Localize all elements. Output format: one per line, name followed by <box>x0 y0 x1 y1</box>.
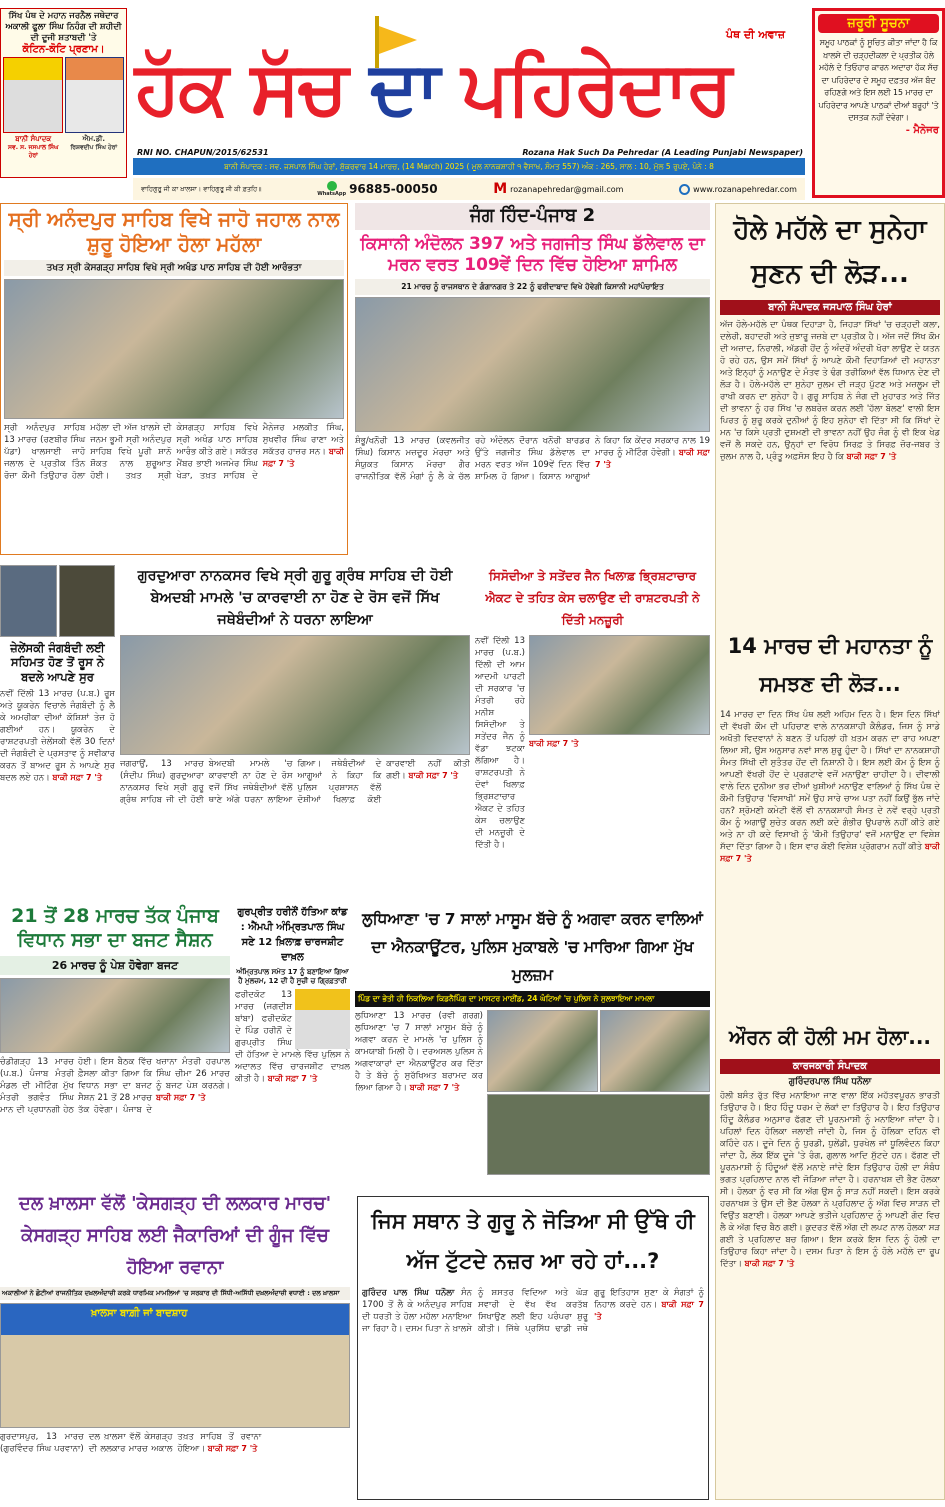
role-founder: ਬਾਨੀ ਸੰਪਾਦਕ <box>15 135 52 143</box>
story-budget <box>0 905 230 1180</box>
headline: ਸਿਸੋਦੀਆ ਤੇ ਸਤੇਂਦਰ ਜੈਨ ਖਿਲਾਫ਼ ਭ੍ਰਿਸ਼ਟਾਚਾਰ ਐਕਟ ਦੇ ਤਹਿਤ ਕੇਸ ਚਲਾਉਣ ਦੀ ਰਾਸ਼ਟਰਪਤੀ ਨੇ ਦਿੱਤੀ ਮਨਜ਼ੂਰੀ <box>485 569 700 627</box>
photo-dharna <box>120 635 470 755</box>
story-russia <box>0 565 115 900</box>
phone[interactable] <box>317 181 437 197</box>
story-gurpreet <box>235 905 350 1180</box>
phone-number: 96885-00050 <box>349 182 438 196</box>
continued-link[interactable]: ਬਾਕੀ ਸਫ਼ਾ 7 'ਤੇ <box>409 1083 460 1092</box>
continued-link[interactable]: ਬਾਕੀ ਸਫ਼ਾ 7 'ਤੇ <box>720 842 940 863</box>
story-dal-khalsa <box>0 1188 350 1500</box>
continued-link[interactable]: ਬਾਕੀ ਸਫ਼ਾ 7 'ਤੇ <box>262 447 344 468</box>
editorial-byline-3: ਗੁਰਿੰਦਰਪਾਲ ਸਿੰਘ ਧਨੌਲਾ <box>788 1077 872 1087</box>
left-ad-text: ਸਿੱਖ ਪੰਥ ਦੇ ਮਹਾਨ ਜਰਨੈਲ ਜਥੇਦਾਰ ਅਕਾਲੀ ਫੂਲਾ ਸਿੰਘ ਨਿਹੰਗ ਦੀ ਸ਼ਹੀਦੀ ਦੀ ਦੂਜੀ ਸ਼ਤਾਬਦੀ 'ਤੇ <box>5 11 122 43</box>
headline: ਜ਼ੇਲੇਂਸਕੀ ਜੰਗਬੰਦੀ ਲਈ ਸਹਿਮਤ ਹੋਣ ਤੋਂ ਰੂਸ ਨੇ ਬਦਲੇ ਆਪਣੇ ਸੁਰ <box>10 641 105 684</box>
role-md: ਐਮ.ਡੀ. <box>82 135 106 143</box>
photo-putin <box>0 565 57 637</box>
notice-body: ਸਮੂਹ ਪਾਠਕਾਂ ਨੂੰ ਸੂਚਿਤ ਕੀਤਾ ਜਾਂਦਾ ਹੈ ਕਿ ਖ਼ਾਲਸੇ ਦੀ ਚੜ੍ਹਦੀਕਲਾ ਦੇ ਪ੍ਰਤੀਕ ਹੋਲੇ ਮਹੱਲੇ ਦੇ ਤਿਓਹਾਰ ਕਾਰਨ ਅਦਾਰਾ ਹੱਕ ਸੱਚ ਦਾ ਪਹਿਰੇਦਾਰ ਦੇ ਸਮੂਹ ਦਫ਼ਤਰ ਅੱਜ ਬੰਦ ਰਹਿਣਗੇ ਅਤੇ ਇਸ ਲਈ 15 ਮਾਰਚ ਦਾ ਪਹਿਰੇਦਾਰ ਆਪਣੇ ਪਾਠਕਾਂ ਦੀਆਂ ਬਰੂਹਾਂ 'ਤੇ ਦਸਤਕ ਨਹੀਂ ਦੇਵੇਗਾ। <box>818 38 939 122</box>
editorial-headline: ਹੋਲੇ ਮਹੱਲੇ ਦਾ ਸੁਨੇਹਾ ਸੁਣਨ ਦੀ ਲੋੜ... <box>733 215 927 289</box>
title-part-da: ਦਾ <box>369 45 438 131</box>
byline: ਗੁਰਿੰਦਰ ਪਾਲ ਸਿੰਘ ਧਨੌਲਾ <box>362 1288 455 1298</box>
website[interactable] <box>679 184 797 195</box>
english-name: Rozana Hak Such Da Pehredar (A Leading Punjabi Newspaper) <box>522 148 803 157</box>
paper-title <box>135 38 805 138</box>
subheadline: 21 ਮਾਰਚ ਨੂੰ ਰਾਜਸਥਾਨ ਦੇ ਗੰਗਾਨਗਰ ਤੇ 22 ਨੂੰ ਫਰੀਦਾਬਾਦ ਵਿਖੇ ਹੋਵੇਗੀ ਕਿਸਾਨੀ ਮਹਾਂਪੰਚਾਇਤ <box>355 279 710 295</box>
photo-child <box>487 1010 598 1092</box>
portrait-md <box>65 57 125 133</box>
headline: ਜਿਸ ਸਥਾਨ ਤੇ ਗੁਰੂ ਨੇ ਜੋੜਿਆ ਸੀ ਉੱਥੇ ਹੀ ਅੱਜ ਟੁੱਟਦੇ ਨਜ਼ਰ ਆ ਰਹੇ ਹਾਂ...? <box>371 1209 695 1273</box>
story-jis-sthan <box>357 1196 709 1500</box>
story-anandpur <box>0 203 348 555</box>
continued-link[interactable]: ਬਾਕੀ ਸਫ਼ਾ 7 'ਤੇ <box>594 1300 704 1321</box>
photo-dallewal <box>355 297 710 432</box>
story-kisan <box>355 203 710 555</box>
dateline-bar: ਬਾਨੀ ਸੰਪਾਦਕ : ਸਵ. ਜਸਪਾਲ ਸਿੰਘ ਹੇਰਾਂ, ਸ਼ੁੱਕਰਵਾਰ 14 ਮਾਰਚ, (14 March) 2025 ( ਮੂਲ ਨਾਨਕਸ਼ਾਹੀ ੧ ਵੈਸਾਖ, ਸੰਮਤ 557) ਅੰਕ : 265, ਸਾਲ : 10, ਮੁੱਲ 5 ਰੁਪਏ, ਪੰਨੇ : 8 <box>133 158 805 175</box>
masthead <box>135 8 805 178</box>
body-text: ਚੰਡੀਗੜ੍ਹ 13 ਮਾਰਚ (ਪ.ਬ.) ਪੰਜਾਬ ਮੰਤਰੀ ਮੰਡਲ ਦੀ ਮੀਟਿੰਗ ਮੁੱਖ ਮੰਤਰੀ ਭਗਵੰਤ ਸਿੰਘ ਮਾਨ ਦੀ ਪ੍ਰਧਾਨਗੀ ਹੇਠ ਹੋਈ। ਇਸ ਬੈਠਕ ਵਿੱਚ ਫ਼ੈਸਲਾ ਕੀਤਾ ਗਿਆ ਕਿ ਵਿਧਾਨ ਸਭਾ ਦਾ ਬਜਟ ਸੈਸ਼ਨ 21 ਤੋਂ 28 ਮਾਰਚ ਤੱਕ ਹੋਵੇਗਾ। ਪੰਜਾਬ ਦੇ ਖਜ਼ਾਨਾ ਮੰਤਰੀ ਹਰਪਾਲ ਸਿੰਘ ਚੀਮਾ 26 ਮਾਰਚ ਨੂੰ ਬਜਟ ਪੇਸ਼ ਕਰਨਗੇ। <box>0 1057 230 1116</box>
editorial-headline-2: 14 ਮਾਰਚ ਦੀ ਮਹਾਨਤਾ ਨੂੰ ਸਮਝਣ ਦੀ ਲੋੜ... <box>727 634 933 696</box>
headline: ਗੁਰਦੁਆਰਾ ਨਾਨਕਸਰ ਵਿਖੇ ਸ੍ਰੀ ਗੁਰੂ ਗ੍ਰੰਥ ਸਾਹਿਬ ਦੀ ਹੋਈ ਬੇਅਦਬੀ ਮਾਮਲੇ 'ਚ ਕਾਰਵਾਈ ਨਾ ਹੋਣ ਦੇ ਰੋਸ ਵਜੋਂ ਸਿੱਖ ਜਥੇਬੰਦੀਆਂ ਨੇ ਧਰਨਾ ਲਾਇਆ <box>137 568 453 628</box>
story-nanaksar <box>120 565 470 900</box>
left-ad-box <box>0 8 127 178</box>
body-text: ਨਵੀਂ ਦਿੱਲੀ 13 ਮਾਰਚ (ਪ.ਬ.) ਦਿੱਲੀ ਦੀ ਆਮ ਆਦਮੀ ਪਾਰਟੀ ਦੀ ਸਰਕਾਰ 'ਚ ਮੰਤਰੀ ਰਹੇ ਮਨੀਸ਼ ਸਿਸੋਦੀਆ ਤੇ ਸਤੇਂਦਰ ਜੈਨ ਨੂੰ ਵੱਡਾ ਝਟਕਾ ਲੱਗਿਆ ਹੈ। ਰਾਸ਼ਟਰਪਤੀ ਨੇ ਦੋਵਾਂ ਖਿਲਾਫ਼ ਭ੍ਰਿਸ਼ਟਾਚਾਰ ਐਕਟ ਦੇ ਤਹਿਤ ਕੇਸ ਚਲਾਉਣ ਦੀ ਮਨਜ਼ੂਰੀ ਦੇ ਦਿੱਤੀ ਹੈ। <box>475 636 525 850</box>
editorial-byline: ਬਾਨੀ ਸੰਪਾਦਕ ਜਸਪਾਲ ਸਿੰਘ ਹੇਰਾਂ <box>720 300 940 315</box>
headline: 21 ਤੋਂ 28 ਮਾਰਚ ਤੱਕ ਪੰਜਾਬ ਵਿਧਾਨ ਸਭਾ ਦਾ ਬਜਟ ਸੈਸ਼ਨ <box>11 905 219 951</box>
notice-title: ਜ਼ਰੂਰੀ ਸੂਚਨਾ <box>818 14 939 33</box>
website-url: www.rozanapehredar.com <box>693 184 797 194</box>
continued-link[interactable]: ਬਾਕੀ ਸਫ਼ਾ 7 'ਤੇ <box>529 739 579 748</box>
subheadline: ਅੰਮ੍ਰਿਤਪਾਲ ਸਮੇਤ 17 ਨੂੰ ਬਣਾਇਆ ਗਿਆ ਹੈ ਮੁਲਜ਼ਮ, 12 ਦੀ ਹੈ ਸੂਚੀ ਚ ਗ੍ਰਿਫ਼ਤਾਰੀ <box>236 968 349 985</box>
continued-link[interactable]: ਬਾਕੀ ਸਫ਼ਾ 7 'ਤੇ <box>52 773 102 783</box>
urgent-notice <box>812 8 945 198</box>
editorial-role-bar: ਕਾਰਜਕਾਰੀ ਸੰਪਾਦਕ <box>720 1059 940 1074</box>
body-text: ਗੁਰਦਾਸਪੁਰ, 13 ਮਾਰਚ (ਗੁਰਵਿੰਦਰ ਸਿੰਘ ਪਰਵਾਨਾ) ਦਲ ਖ਼ਾਲਸਾ ਵੱਲੋਂ ਕੇਸਗੜ੍ਹ ਦੀ ਲਲਕਾਰ ਮਾਰਚ ਅਕਾਲ ਤਖ਼ਤ ਸਾਹਿਬ ਤੋਂ ਰਵਾਨਾ ਹੋਇਆ। <box>0 1432 262 1454</box>
subheadline: ਅਕਾਲੀਆਂ ਨੇ ਛੋਟੀਆਂ ਰਾਜਨੀਤਿਕ ਦਖ਼ਲਅੰਦਾਜ਼ੀ ਕਰਕੇ ਧਾਰਮਿਕ ਮਾਮਲਿਆਂ 'ਚ ਸਰਕਾਰ ਦੀ ਸਿੱਧੀ-ਅਸਿੱਧੀ ਦਖ਼ਲਅੰਦਾਜ਼ੀ ਵਧਾਈ : ਦਲ ਖ਼ਾਲਸਾ <box>0 1287 350 1300</box>
photo-sisodia-jain <box>529 635 710 735</box>
editorial-column <box>715 203 945 1500</box>
subheadline: 26 ਮਾਰਚ ਨੂੰ ਪੇਸ਼ ਹੋਵੇਗਾ ਬਜਟ <box>0 956 230 976</box>
whatsapp-icon <box>327 181 337 191</box>
rni-number: RNI NO. CHAPUN/2015/62531 <box>137 148 269 157</box>
continued-link[interactable]: ਬਾਕੀ ਸਫ਼ਾ 7 'ਤੇ <box>595 448 710 469</box>
tagline: ਪੰਥ ਦੀ ਅਵਾਜ਼ <box>726 28 785 41</box>
whatsapp-label: WhatsApp <box>317 191 347 197</box>
photo-amritpal <box>295 989 350 1049</box>
greeting: ਵਾਹਿਗੁਰੂ ਜੀ ਕਾ ਖ਼ਾਲਸਾ। ਵਾਹਿਗੁਰੂ ਜੀ ਕੀ ਫ਼ਤਹਿ॥ <box>141 184 262 193</box>
editorial-headline-3: ਔਰਨ ਕੀ ਹੋਲੀ ਮਮ ਹੋਲਾ... <box>728 1025 932 1049</box>
title-part-hak-such: ਹੱਕ ਸੱਚ <box>135 45 346 131</box>
headline: ਲੁਧਿਆਣਾ 'ਚ 7 ਸਾਲਾਂ ਮਾਸੂਮ ਬੱਚੇ ਨੂੰ ਅਗਵਾ ਕਰਨ ਵਾਲਿਆਂ ਦਾ ਐਨਕਾਊਂਟਰ, ਪੁਲਿਸ ਮੁਕਾਬਲੇ 'ਚ ਮਾਰਿਆ ਗਿਆ ਮੁੱਖ ਮੁਲਜ਼ਮ <box>362 910 703 984</box>
photo-hola-mohalla-crowd <box>4 279 344 419</box>
photo-zelensky <box>59 565 116 637</box>
globe-icon <box>679 184 690 195</box>
portrait-founder <box>3 57 63 133</box>
email-address: rozanapehredar@gmail.com <box>510 184 624 194</box>
continued-link[interactable]: ਬਾਕੀ ਸਫ਼ਾ 7 'ਤੇ <box>267 1074 318 1083</box>
story-sisodia <box>475 565 710 900</box>
photo-encounter-site <box>487 1094 710 1176</box>
body-text: ਫਰੀਦਕੋਟ 13 ਮਾਰਚ (ਜਗਦੀਸ਼ ਬਾਂਬਾ) ਫਰੀਦਕੋਟ ਦੇ ਪਿੰਡ ਹਰੀਨੌਂ ਦੇ ਗੁਰਪ੍ਰੀਤ ਸਿੰਘ ਦੀ ਹੱਤਿਆ ਦੇ ਮਾਮਲੇ ਵਿੱਚ ਪੁਲਿਸ ਨੇ ਅਦਾਲਤ ਵਿੱਚ ਚਾਰਜਸ਼ੀਟ ਦਾਖ਼ਲ ਕੀਤੀ ਹੈ। <box>235 990 350 1084</box>
body-text: ਜਗਰਾਉਂ, 13 ਮਾਰਚ (ਸੰਦੀਪ ਸਿੰਘ) ਗੁਰਦੁਆਰਾ ਨਾਨਕਸਰ ਵਿਖੇ ਸ੍ਰੀ ਗੁਰੂ ਗ੍ਰੰਥ ਸਾਹਿਬ ਜੀ ਦੀ ਹੋਈ ਬੇਅਦਬੀ ਮਾਮਲੇ 'ਚ ਕਾਰਵਾਈ ਨਾ ਹੋਣ ਦੇ ਰੋਸ ਵਜੋਂ ਸਿੱਖ ਜਥੇਬੰਦੀਆਂ ਵੱਲੋਂ ਥਾਣੇ ਅੱਗੇ ਧਰਨਾ ਲਾਇਆ ਗਿਆ। ਜਥੇਬੰਦੀਆਂ ਦੇ ਆਗੂਆਂ ਨੇ ਕਿਹਾ ਕਿ ਪੁਲਿਸ ਪ੍ਰਸ਼ਾਸਨ ਵੱਲੋਂ ਦੋਸ਼ੀਆਂ ਖਿਲਾਫ਼ ਕੋਈ ਕਾਰਵਾਈ ਨਹੀਂ ਕੀਤੀ ਗਈ। <box>120 759 470 805</box>
editorial-body: ਅੱਜ ਹੋਲੇ-ਮਹੱਲੇ ਦਾ ਪੰਥਕ ਦਿਹਾੜਾ ਹੈ, ਜਿਹੜਾ ਸਿੱਖਾਂ 'ਚ ਚੜ੍ਹਦੀ ਕਲਾ, ਦਲੇਰੀ, ਬਹਾਦਰੀ ਅਤੇ ਜੁਝਾਰੂ ਜਜ਼ਬੇ ਦਾ ਪ੍ਰਤੀਕ ਹੈ। ਅੱਜ ਜਦੋਂ ਸਿੱਖ ਕੌਮ ਦੀ ਅਜ਼ਾਦ, ਨਿਰਾਲੀ, ਅੱਡਰੀ ਹੋਂਦ ਨੂੰ ਅੰਦਰੋਂ ਅੰਦਰੀ ਖੋਰਾ ਲਾਉਣ ਦੇ ਯਤਨ ਹੋ ਰਹੇ ਹਨ, ਉਸ ਸਮੇਂ ਸਿੱਖਾਂ ਨੂੰ ਆਪਣੇ ਕੌਮੀ ਦਿਹਾੜਿਆਂ ਦੀ ਮਹਾਨਤਾ ਅਤੇ ਇਨ੍ਹਾਂ ਨੂੰ ਮਨਾਉਣ ਦੇ ਮੰਤਵ ਤੇ ਢੰਗ ਤਰੀਕਿਆਂ ਵੱਲ ਧਿਆਨ ਦੇਣ ਦੀ ਲੋੜ ਹੈ। ਹੋਲੇ-ਮਹੱਲੇ ਦਾ ਸੁਨੇਹਾ ਜ਼ੁਲਮ ਦੀ ਜੜ੍ਹ ਪੁੱਟਣ ਅਤੇ ਮਜ਼ਲੂਮ ਦੀ ਰਾਖੀ ਕਰਨ ਦਾ ਸੁਨੇਹਾ ਹੈ। ਗੁਰੂ ਸਾਹਿਬ ਨੇ ਜੰਗ ਦੀ ਮੁਹਾਰਤ ਅਤੇ ਜਿੱਤ ਦੀ ਭਾਵਨਾ ਨੂੰ ਹਰ ਸਿੱਖ 'ਚ ਲਬਰੇਜ਼ ਕਰਨ ਲਈ 'ਹੱਲਾ ਬੋਲਣ' ਵਾਲੀ ਇਸ ਪਿਰਤ ਨੂੰ ਸ਼ੁਰੂ ਕਰਕੇ ਦੁਨੀਆਂ ਨੂੰ ਇਹ ਸੁਨੇਹਾ ਵੀ ਦਿੱਤਾ ਸੀ ਕਿ ਸਿੱਖਾਂ ਦੇ ਮਨ 'ਚ ਕਿਸੇ ਪ੍ਰਤੀ ਦੁਸ਼ਮਣੀ ਦੀ ਭਾਵਨਾ ਨਹੀਂ ਉਹ ਜੰਗ ਨੂੰ ਵੀ ਇਕ ਖੇਡ ਵਜੋਂ ਲੈ ਸਕਦੇ ਹਨ, ਉਨ੍ਹਾਂ ਦਾ ਵਿਰੋਧ ਸਿਰਫ਼ ਤੇ ਸਿਰਫ਼ ਜ਼ੋਰ-ਜਬਰ ਤੇ ਜ਼ੁਲਮ ਨਾਲ ਹੈ, ਪ੍ਰੰਤੂ ਅਫ਼ਸੋਸ ਇਹ ਹੈ ਕਿ <box>720 320 940 462</box>
notice-signature: - ਮੈਨੇਜਰ <box>905 124 939 136</box>
photo-police-car <box>600 1010 711 1092</box>
headline: ਸ੍ਰੀ ਅਨੰਦਪੁਰ ਸਾਹਿਬ ਵਿਖੇ ਜਾਹੋ ਜਹਾਲ ਨਾਲ ਸ਼ੁਰੂ ਹੋਇਆ ਹੋਲਾ ਮਹੱਲਾ <box>8 207 340 256</box>
left-ad-highlight: ਕੋਟਿਨ-ਕੋਟਿ ਪ੍ਰਣਾਮ। <box>22 44 105 55</box>
body-text: ਨਵੀਂ ਦਿੱਲੀ 13 ਮਾਰਚ (ਪ.ਬ.) ਰੂਸ ਅਤੇ ਯੂਕਰੇਨ ਵਿਚਾਲੇ ਜੰਗਬੰਦੀ ਨੂੰ ਲੈ ਕੇ ਅਮਰੀਕਾ ਦੀਆਂ ਕੋਸ਼ਿਸ਼ਾਂ ਤੇਜ਼ ਹੋ ਗਈਆਂ ਹਨ। ਯੂਕਰੇਨ ਦੇ ਰਾਸ਼ਟਰਪਤੀ ਜ਼ੇਲੇਂਸਕੀ ਵੱਲੋਂ 30 ਦਿਨਾਂ ਦੀ ਜੰਗਬੰਦੀ ਦੇ ਪ੍ਰਸਤਾਵ ਨੂੰ ਸਵੀਕਾਰ ਕਰਨ ਤੋਂ ਬਾਅਦ ਰੂਸ ਨੇ ਆਪਣੇ ਸੁਰ ਬਦਲ ਲਏ ਹਨ। <box>0 689 115 784</box>
story-ludhiana <box>355 905 710 1180</box>
kicker: ਜੰਗ ਹਿੰਦ-ਪੰਜਾਬ 2 <box>355 203 710 230</box>
title-part-pehredar: ਪਹਿਰੇਦਾਰ <box>461 45 731 131</box>
continued-link[interactable]: ਬਾਕੀ ਸਫ਼ਾ 7 'ਤੇ <box>207 1444 258 1453</box>
body-text: ਸ੍ਰੀ ਅਨੰਦਪੁਰ ਸਾਹਿਬ 13 ਮਾਰਚ (ਰਣਬੀਰ ਸਿੰਘ ਪੱਡਾ) ਖਾਲਸਾਈ ਜਾਹੋ ਜਲਾਲ ਦੇ ਪ੍ਰਤੀਕ ਤਿੰਨ ਰੋਜ਼ਾ ਕੌਮੀ ਤਿਉਹਾਰ ਹੋਲਾ ਮਹੱਲਾ ਦੀ ਅੱਜ ਖ਼ਾਲਸੇ ਦੀ ਜਨਮ ਭੂਮੀ ਸ੍ਰੀ ਅਨੰਦਪੁਰ ਸਾਹਿਬ ਵਿਖੇ ਪੂਰੀ ਸ਼ਾਨੋ ਸ਼ੌਕਤ ਨਾਲ ਸ਼ੁਰੂਆਤ ਹੋਈ। ਤਖ਼ਤ ਸ੍ਰੀ ਕੇਸਗੜ੍ਹ ਸਾਹਿਬ ਵਿਖੇ ਸ੍ਰੀ ਅਖੰਡ ਪਾਠ ਸਾਹਿਬ ਆਰੰਭ ਕੀਤੇ ਗਏ। ਸਕੱਤਰ ਮੈਂਬਰ ਭਾਈ ਅਜਮੇਰ ਸਿੰਘ ਖੇੜਾ, ਤਖ਼ਤ ਸਾਹਿਬ ਦੇ ਮੈਨੇਜਰ ਮਲਕੀਤ ਸਿੰਘ, ਸੁਖਵੀਰ ਸਿੰਘ ਰਾਣਾ ਅਤੇ ਸਕੱਤਰ ਹਾਜ਼ਰ ਸਨ। <box>4 423 344 481</box>
continued-link[interactable]: ਬਾਕੀ ਸਫ਼ਾ 7 'ਤੇ <box>408 771 458 780</box>
contact-bar <box>133 178 805 200</box>
name-founder: ਸਵ. ਸ. ਜਸਪਾਲ ਸਿੰਘ ਹੇਰਾਂ <box>7 144 59 159</box>
gmail-icon: M <box>493 181 508 197</box>
body-text: ਲੁਧਿਆਣਾ 13 ਮਾਰਚ (ਰਵੀ ਗਰਗ) ਲੁਧਿਆਣਾ 'ਚ 7 ਸਾਲਾਂ ਮਾਸੂਮ ਬੱਚੇ ਨੂੰ ਅਗਵਾ ਕਰਨ ਦੇ ਮਾਮਲੇ 'ਚ ਪੁਲਿਸ ਨੂੰ ਕਾਮਯਾਬੀ ਮਿਲੀ ਹੈ। ਦਰਅਸਲ ਪੁਲਿਸ ਨੇ ਅਗਵਾਕਾਰਾਂ ਦਾ ਐਨਕਾਊਂਟਰ ਕਰ ਦਿੱਤਾ ਹੈ ਤੇ ਬੱਚੇ ਨੂੰ ਸੁਰੱਖਿਅਤ ਬਰਾਮਦ ਕਰ ਲਿਆ ਗਿਆ ਹੈ। <box>355 1011 483 1093</box>
headline: ਕਿਸਾਨੀ ਅੰਦੋਲਨ 397 ਅਤੇ ਜਗਜੀਤ ਸਿੰਘ ਡੱਲੇਵਾਲ ਦਾ ਮਰਨ ਵਰਤ 109ਵੇਂ ਦਿਨ ਵਿੱਚ ਹੋਇਆ ਸ਼ਾਮਿਲ <box>360 233 705 275</box>
name-md: ਰਿਸ਼ਵਦੀਪ ਸਿੰਘ ਹੇਰਾਂ <box>70 144 118 151</box>
photo-march <box>0 1303 350 1428</box>
editorial-body-3: ਹੋਲੀ ਬਸੰਤ ਰੁੱਤ ਵਿੱਚ ਮਨਾਇਆ ਜਾਣ ਵਾਲਾ ਇੱਕ ਮਹੱਤਵਪੂਰਨ ਭਾਰਤੀ ਤਿਉਹਾਰ ਹੈ। ਇਹ ਹਿੰਦੂ ਧਰਮ ਦੇ ਲੋਕਾਂ ਦਾ ਤਿਉਹਾਰ ਹੈ। ਇਹ ਤਿਉਹਾਰ ਹਿੰਦੂ ਕੈਲੰਡਰ ਅਨੁਸਾਰ ਫੱਗਣ ਦੀ ਪੂਰਨਮਾਸ਼ੀ ਨੂੰ ਮਨਾਇਆ ਜਾਂਦਾ ਹੈ। ਪਹਿਲਾਂ ਦਿਨ ਹੋਲਿਕਾ ਜਲਾਈ ਜਾਂਦੀ ਹੈ, ਜਿਸ ਨੂੰ ਹੋਲਿਕਾ ਦਹਿਨ ਵੀ ਕਹਿੰਦੇ ਹਨ। ਦੂਜੇ ਦਿਨ ਨੂੰ ਧੁਰਡੀ, ਧੁਲੇਂਡੀ, ਧੁਰਖੇਲ ਜਾਂ ਧੂਲਿਵੰਦਨ ਕਿਹਾ ਜਾਂਦਾ ਹੈ, ਲੋਕ ਇੱਕ ਦੂਜੇ 'ਤੇ ਰੰਗ, ਗੁਲਾਲ ਆਦਿ ਸੁੱਟਦੇ ਹਨ। ਫੱਗਣ ਦੀ ਪੂਰਨਮਾਸ਼ੀ ਨੂੰ ਹਿੰਦੂਆਂ ਵੱਲੋਂ ਮਨਾਏ ਜਾਂਦੇ ਇਸ ਤਿਉਹਾਰ ਹੋਲੀ ਦਾ ਸੰਬੰਧ ਭਗਤ ਪ੍ਰਹਿਲਾਦ ਨਾਲ ਵੀ ਜੋੜਿਆ ਜਾਂਦਾ ਹੈ। ਹਰਨਾਖਸ਼ ਦੀ ਭੈਣ ਹੋਲਕਾ ਸੀ। ਹੋਲਕਾ ਨੂੰ ਵਰ ਸੀ ਕਿ ਅੱਗ ਉਸ ਨੂੰ ਸਾੜ ਨਹੀਂ ਸਕਦੀ। ਇਸ ਕਰਕੇ ਹਰਨਾਖਸ਼ ਤੇ ਉਸ ਦੀ ਭੈਣ ਹੋਲਕਾ ਨੇ ਪ੍ਰਹਿਲਾਦ ਨੂੰ ਅੱਗ ਵਿਚ ਸਾੜਨ ਦੀ ਵਿਉਂਤ ਬਣਾਈ। ਹੋਲਕਾ ਆਪਣੇ ਭਤੀਜੇ ਪ੍ਰਹਿਲਾਦ ਨੂੰ ਆਪਣੀ ਗੋਦ ਵਿਚ ਲੈ ਕੇ ਅੱਗ ਵਿਚ ਬੈਠ ਗਈ। ਕੁਦਰਤ ਵੱਲੋਂ ਅੱਗ ਦੀ ਲਪਟ ਨਾਲ ਹੋਲਕਾ ਸੜ ਗਈ ਤੇ ਪ੍ਰਹਿਲਾਦ ਬਚ ਗਿਆ। ਇਸ ਕਰਕੇ ਇਸ ਦਿਨ ਨੂੰ ਹੋਲੀ ਦਾ ਤਿਉਹਾਰ ਕਿਹਾ ਜਾਂਦਾ ਹੈ। ਦਸਮ ਪਿਤਾ ਨੇ ਇਸ ਨੂੰ ਹੋਲੇ ਮਹੱਲੇ ਦਾ ਰੂਪ ਦਿੱਤਾ। <box>720 1091 940 1269</box>
photo-cabinet-meeting <box>0 978 230 1053</box>
banner-text: ਖ਼ਾਲਸਾ ਬਾਗ਼ੀ ਜਾਂ ਬਾਦਸ਼ਾਹ <box>91 1308 188 1319</box>
headline: ਦਲ ਖ਼ਾਲਸਾ ਵੱਲੋਂ 'ਕੇਸਗੜ੍ਹ ਦੀ ਲਲਕਾਰ ਮਾਰਚ' ਕੇਸਗੜ੍ਹ ਸਾਹਿਬ ਲਈ ਜੈਕਾਰਿਆਂ ਦੀ ਗੂੰਜ ਵਿੱਚ ਹੋਇਆ ਰਵਾਨਾ <box>18 1193 332 1278</box>
headline: ਗੁਰਪ੍ਰੀਤ ਹਰੀਨੌਂ ਹੱਤਿਆ ਕਾਂਡ : ਐੱਮਪੀ ਅੰਮ੍ਰਿਤਪਾਲ ਸਿੰਘ ਸਣੇ 12 ਖ਼ਿਲਾਫ਼ ਚਾਰਜਸ਼ੀਟ ਦਾਖ਼ਲ <box>237 907 348 963</box>
strap-bar: ਪਿੰਡ ਦਾ ਭੇਤੀ ਹੀ ਨਿਕਲਿਆ ਕਿਡਨੈਪਿੰਗ ਦਾ ਮਾਸਟਰ ਮਾਈਂਡ, 24 ਘੰਟਿਆਂ 'ਚ ਪੁਲਿਸ ਨੇ ਸੁਲਝਾਇਆ ਮਾਮਲਾ <box>355 991 710 1007</box>
body-text: ਸੰਨ 1700 ਤੋਂ ਲੈ ਕੇ ਅਨੰਦਪੁਰ ਸਾਹਿਬ ਦੀ ਧਰਤੀ ਤੇ ਹੋਲਾ ਮਹੱਲਾ ਮਨਾਇਆ ਜਾ ਰਿਹਾ ਹੈ। ਦਸਮ ਪਿਤਾ ਨੇ ਖ਼ਾਲਸੇ ਨੂੰ ਸ਼ਸਤਰ ਵਿਦਿਆ ਅਤੇ ਘੋੜ ਸਵਾਰੀ ਦੇ ਵੱਖ ਵੱਖ ਕਰਤੱਬ ਸਿਖਾਉਣ ਲਈ ਇਹ ਪਰੰਪਰਾ ਸ਼ੁਰੂ ਕੀਤੀ। ਜਿੱਥੇ ਪ੍ਰਸਿੱਧ ਢਾਡੀ ਜਥੇ ਗੁਰੂ ਇਤਿਹਾਸ ਸੁਣਾ ਕੇ ਸੰਗਤਾਂ ਨੂੰ ਨਿਹਾਲ ਕਰਦੇ ਹਨ। <box>362 1288 704 1334</box>
continued-link[interactable]: ਬਾਕੀ ਸਫ਼ਾ 7 'ਤੇ <box>744 1259 795 1268</box>
email[interactable] <box>493 181 623 197</box>
editorial-body-2: 14 ਮਾਰਚ ਦਾ ਦਿਨ ਸਿੱਖ ਪੰਥ ਲਈ ਅਹਿਮ ਦਿਨ ਹੈ। ਇਸ ਦਿਨ ਸਿੱਖਾਂ ਦੀ ਵੱਖਰੀ ਕੌਮ ਦੀ ਪਹਿਚਾਣ ਵਾਲੇ ਨਾਨਕਸ਼ਾਹੀ ਕੈਲੰਡਰ, ਜਿਸ ਨੂੰ ਸਾਡੇ ਅਖੌਤੀ ਵਿਦਵਾਨਾਂ ਨੇ ਬਣਨ ਤੋਂ ਪਹਿਲਾਂ ਹੀ ਖ਼ਤਮ ਕਰਨ ਦਾ ਰਾਹ ਅਪਣਾ ਲਿਆ ਸੀ, ਉਸ ਅਨੁਸਾਰ ਨਵਾਂ ਸਾਲ ਸ਼ੁਰੂ ਹੁੰਦਾ ਹੈ। ਸਿੱਖਾਂ ਦਾ ਨਾਨਕਸ਼ਾਹੀ ਸੰਮਤ ਸਿੱਖੀ ਦੀ ਸੁਤੰਤਰ ਹੋਂਦ ਦੀ ਨਿਸ਼ਾਨੀ ਹੈ। ਇਸ ਲਈ ਕੌਮ ਨੂੰ ਇਸ ਨੂੰ ਆਪਣੀ ਵੱਖਰੀ ਹੋਂਦ ਦੇ ਪ੍ਰਗਟਾਵੇ ਵਜੋਂ ਮਨਾਉਣਾ ਚਾਹੀਦਾ ਹੈ। ਦੀਵਾਲੀ ਵਾਲੇ ਦਿਨ ਦੁਨੀਆ ਭਰ ਦੀਆਂ ਖੁਸ਼ੀਆਂ ਮਨਾਉਣ ਵਾਲਿਆਂ ਨੂੰ ਸਿੱਖ ਪੰਥ ਦੇ ਕੌਮੀ ਤਿਉਹਾਰ 'ਵਿਸਾਖੀ' ਸਮੇਂ ਉਹ ਸਾਰੇ ਚਾਅ ਪਤਾ ਨਹੀਂ ਕਿਉਂ ਭੁੱਲ ਜਾਂਦੇ ਹਨ? ਸ਼੍ਰੋਮਣੀ ਕਮੇਟੀ ਵੱਲੋਂ ਵੀ ਨਾਨਕਸ਼ਾਹੀ ਸੰਮਤ ਦੇ ਨਵੇਂ ਵਰ੍ਹੇ ਪ੍ਰਤੀ ਕੌਮ ਨੂੰ ਅਗਾਊਂ ਸੁਚੇਤ ਕਰਨ ਲਈ ਕਦੇ ਗੰਭੀਰ ਉਪਰਾਲੇ ਨਹੀਂ ਕੀਤੇ ਗਏ ਅਤੇ ਨਾ ਹੀ ਕਦੇ ਵਿਸਾਖੀ ਨੂੰ 'ਕੌਮੀ ਤਿਉਹਾਰ' ਵਜੋਂ ਮਨਾਉਣ ਦਾ ਵਿਸ਼ੇਸ਼ ਸੱਦਾ ਦਿੱਤਾ ਗਿਆ ਹੈ। ਇਸ ਵਾਰ ਕੋਈ ਵਿਸ਼ੇਸ਼ ਪ੍ਰੋਗਰਾਮ ਨਹੀਂ ਕੀਤੇ <box>720 710 940 852</box>
body-text: ਸ਼ੰਭੂ/ਖਨੌਰੀ 13 ਮਾਰਚ (ਕਵਲਜੀਤ ਸਿੰਘ) ਕਿਸਾਨ ਮਜ਼ਦੂਰ ਮੋਰਚਾ ਅਤੇ ਸੰਯੁਕਤ ਕਿਸਾਨ ਮੋਰਚਾ ਗੈਰ ਰਾਜਨੀਤਿਕ ਵੱਲੋਂ ਮੰਗਾਂ ਨੂੰ ਲੈ ਕੇ ਚੱਲ ਰਹੇ ਅੰਦੋਲਨ ਦੌਰਾਨ ਖਨੌਰੀ ਬਾਰਡਰ ਉੱਤੇ ਜਗਜੀਤ ਸਿੰਘ ਡੱਲੇਵਾਲ ਦਾ ਮਰਨ ਵਰਤ ਅੱਜ 109ਵੇਂ ਦਿਨ ਵਿੱਚ ਸ਼ਾਮਿਲ ਹੋ ਗਿਆ। ਕਿਸਾਨ ਆਗੂਆਂ ਨੇ ਕਿਹਾ ਕਿ ਕੇਂਦਰ ਸਰਕਾਰ ਨਾਲ 19 ਮਾਰਚ ਨੂੰ ਮੀਟਿੰਗ ਹੋਵੇਗੀ। <box>355 436 710 482</box>
subheadline: ਤਖਤ ਸ੍ਰੀ ਕੇਸਗੜ੍ਹ ਸਾਹਿਬ ਵਿਖੇ ਸ੍ਰੀ ਅਖੰਡ ਪਾਠ ਸਾਹਿਬ ਦੀ ਹੋਈ ਆਰੰਭਤਾ <box>4 260 344 276</box>
continued-link[interactable]: ਬਾਕੀ ਸਫ਼ਾ 7 'ਤੇ <box>156 1093 206 1103</box>
continued-link[interactable]: ਬਾਕੀ ਸਫ਼ਾ 7 'ਤੇ <box>846 452 897 461</box>
